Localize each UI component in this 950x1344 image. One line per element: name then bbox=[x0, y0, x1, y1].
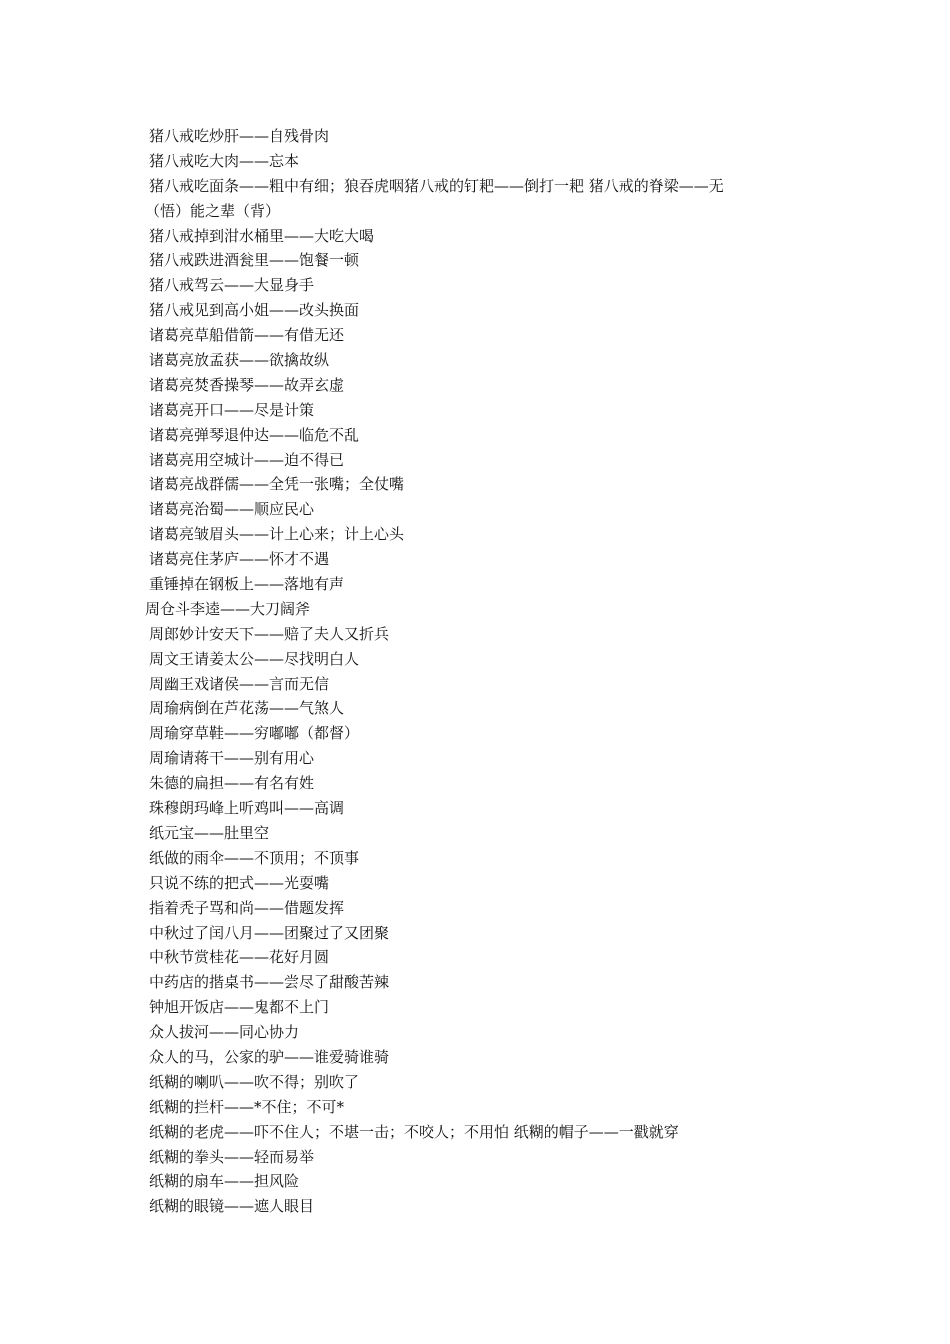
text-line: 周文王请姜太公——尽找明白人 bbox=[149, 649, 360, 668]
text-line: 诸葛亮住茅庐——怀才不遇 bbox=[149, 550, 330, 569]
text-line: 周瑜穿草鞋——穷嘟嘟（都督） bbox=[149, 724, 360, 743]
text-line: 纸糊的喇叭——吹不得；别吹了 bbox=[149, 1072, 360, 1091]
text-line: 猪八戒吃面条——粗中有细；狼吞虎咽猪八戒的钉耙——倒打一耙 猪八戒的脊梁——无 bbox=[149, 176, 724, 195]
text-line: 周郎妙计安天下——赔了夫人又折兵 bbox=[149, 624, 390, 643]
text-line: 诸葛亮开口——尽是计策 bbox=[149, 400, 315, 419]
text-line: 周幽王戏诸侯——言而无信 bbox=[149, 674, 330, 693]
text-line: 纸糊的拳头——轻而易举 bbox=[149, 1147, 315, 1166]
text-line: 周瑜病倒在芦花荡——气煞人 bbox=[149, 699, 345, 718]
text-line: 中秋过了闰八月——团聚过了又团聚 bbox=[149, 923, 390, 942]
text-line: 纸元宝——肚里空 bbox=[149, 823, 270, 842]
text-line: 诸葛亮弹琴退仲达——临危不乱 bbox=[149, 425, 360, 444]
text-line: 指着秃子骂和尚——借题发挥 bbox=[149, 898, 345, 917]
text-line: 诸葛亮草船借箭——有借无还 bbox=[149, 326, 345, 345]
text-line: 诸葛亮放孟获——欲擒故纵 bbox=[149, 351, 330, 370]
text-line: 纸糊的扇车——担风险 bbox=[149, 1172, 300, 1191]
text-line: 纸糊的拦杆——*不住；不可* bbox=[149, 1097, 345, 1116]
text-line: 众人拔河——同心协力 bbox=[149, 1023, 300, 1042]
text-line: 周仓斗李逵——大刀阔斧 bbox=[145, 599, 311, 618]
text-line: 诸葛亮用空城计——迫不得已 bbox=[149, 450, 345, 469]
text-line: 中秋节赏桂花——花好月圆 bbox=[149, 948, 330, 967]
text-line: 猪八戒吃炒肝——自残骨肉 bbox=[149, 127, 330, 145]
text-line: 珠穆朗玛峰上听鸡叫——高调 bbox=[149, 799, 345, 818]
text-line: 中药店的揩桌书——尝尽了甜酸苦辣 bbox=[149, 973, 390, 992]
xiehouyu-list bbox=[145, 124, 825, 1219]
text-line: 钟旭开饭店——鬼都不上门 bbox=[149, 998, 330, 1017]
text-line: 纸做的雨伞——不顶用；不顶事 bbox=[149, 848, 360, 867]
text-line: 诸葛亮治蜀——顺应民心 bbox=[149, 500, 315, 519]
text-line: 猪八戒驾云——大显身手 bbox=[149, 276, 315, 295]
text-line-continuation: （悟）能之辈（背） bbox=[145, 201, 281, 220]
text-line: 众人的马，公家的驴——谁爱骑谁骑 bbox=[149, 1047, 390, 1066]
text-line: 纸糊的老虎——吓不住人；不堪一击；不咬人；不用怕 纸糊的帽子——一戳就穿 bbox=[149, 1122, 679, 1141]
text-line: 纸糊的眼镜——遮人眼目 bbox=[149, 1197, 315, 1216]
text-line: 周瑜请蒋干——别有用心 bbox=[149, 749, 315, 768]
text-line: 猪八戒跌进酒瓮里——饱餐一顿 bbox=[149, 251, 360, 270]
text-line: 诸葛亮焚香操琴——故弄玄虚 bbox=[149, 375, 345, 394]
text-line: 猪八戒吃大肉——忘本 bbox=[149, 151, 300, 170]
text-line: 重锤掉在钢板上——落地有声 bbox=[149, 575, 345, 594]
text-line: 朱德的扁担——有名有姓 bbox=[149, 774, 315, 793]
text-line: 诸葛亮战群儒——全凭一张嘴；全仗嘴 bbox=[149, 475, 405, 494]
text-line: 猪八戒见到高小姐——改头换面 bbox=[149, 301, 360, 320]
text-line: 猪八戒掉到泔水桶里——大吃大喝 bbox=[149, 226, 375, 245]
text-line: 诸葛亮皱眉头——计上心来；计上心头 bbox=[149, 525, 405, 544]
text-line: 只说不练的把式——光耍嘴 bbox=[149, 873, 330, 892]
